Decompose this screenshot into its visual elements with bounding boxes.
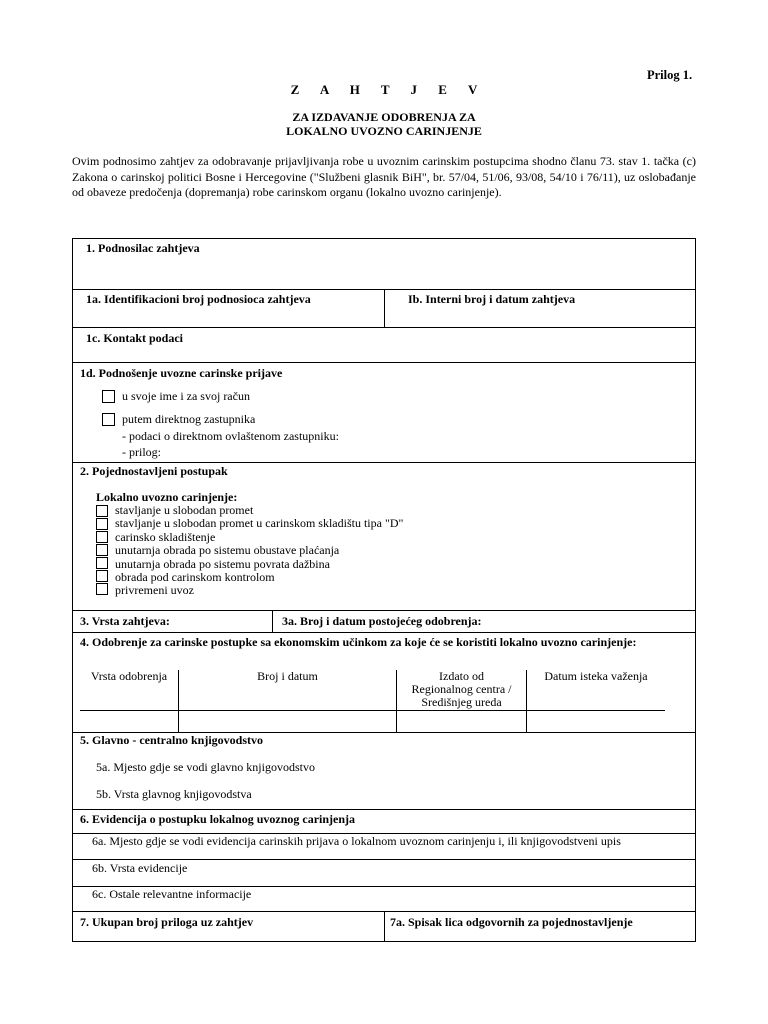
field-contact-input[interactable] [74,346,694,361]
other-info-label: 6c. Ostale relevantne informacije [92,887,252,901]
approval-type-cell[interactable] [81,711,177,731]
accounting-location-label: 5a. Mjesto gdje se vodi glavno knjigovodstvo [96,760,315,774]
field-applicant-label: 1. Podnosilac zahtjeva [86,241,200,255]
form-right-border [695,238,696,942]
issued-by-line-1: Izdato od [439,669,484,683]
approval-expiry-cell[interactable] [527,711,664,731]
row-line [72,327,696,328]
procedure-checkbox[interactable] [96,505,108,517]
page-reference: Prilog 1. [647,68,693,82]
field-applicant-input[interactable] [74,256,694,288]
field-id-number-input[interactable] [74,307,382,326]
own-name-option-label: u svoje ime i za svoj račun [122,389,250,403]
attachment-label: - prilog: [122,445,161,459]
issued-by-line-2: Regionalnog centra / [411,682,512,696]
responsible-persons-label: 7a. Spisak lica odgovornih za pojednostavljenje [390,915,633,929]
field-contact-label: 1c. Kontakt podaci [86,331,184,345]
existing-approval-label: 3a. Broj i datum postojećeg odobrenja: [282,614,482,628]
procedure-option-label: unutarnja obrada po sistemu obustave plaćanja [115,543,340,557]
field-id-number-label: 1a. Identifikacioni broj podnosioca zahtjeva [86,292,311,306]
procedure-checkbox[interactable] [96,531,108,543]
procedure-option-label: stavljanje u slobodan promet [115,503,254,517]
row-line [72,362,696,363]
procedure-option-label: carinsko skladištenje [115,530,216,544]
direct-representative-option-label: putem direktnog zastupnika [122,412,256,426]
direct-representative-checkbox[interactable] [102,413,115,426]
declaration-submission-label: 1d. Podnošenje uvozne carinske prijave [80,366,283,380]
procedure-checkbox[interactable] [96,518,108,530]
subtitle-line-1: ZA IZDAVANJE ODOBRENJA ZA [292,110,476,124]
accounting-type-label: 5b. Vrsta glavnog knjigovodstva [96,787,252,801]
procedure-checkbox[interactable] [96,557,108,569]
cell-divider [272,610,273,632]
records-label: 6. Evidencija o postupku lokalnog uvoznog carinjenja [80,812,356,826]
main-accounting-label: 5. Glavno - centralno knjigovodstvo [80,733,264,747]
row-line [72,238,696,239]
row-line [72,462,696,463]
own-name-checkbox[interactable] [102,390,115,403]
procedure-option-label: stavljanje u slobodan promet u carinskom skladištu tipa "D" [115,516,404,530]
representative-details-label: - podaci o direktnom ovlaštenom zastupniku: [122,429,339,443]
column-header-number-date: Broj i datum [257,669,318,683]
field-internal-number-input[interactable] [386,307,694,326]
records-type-label: 6b. Vrsta evidencije [92,861,188,875]
approval-issuer-cell[interactable] [397,711,525,731]
document-subtitle [0,110,768,138]
approval-number-cell[interactable] [179,711,395,731]
procedure-checkbox[interactable] [96,544,108,556]
form-left-border [72,238,73,942]
row-line [72,941,696,942]
procedure-option-label: unutarnja obrada po sistemu povrata dažbina [115,557,330,571]
request-type-label: 3. Vrsta zahtjeva: [80,614,170,628]
subtitle-line-2: LOKALNO UVOZNO CARINJENJE [286,124,482,138]
cell-divider [384,911,385,941]
row-line [72,809,696,810]
attachments-count-label: 7. Ukupan broj priloga uz zahtjev [80,915,254,929]
document-title: Z A H T J E V [290,82,487,97]
local-clearance-heading: Lokalno uvozno carinjenje: [96,490,238,504]
cell-divider [384,289,385,327]
records-location-label: 6a. Mjesto gdje se vodi evidencija carinskih prijava o lokalnom uvoznom carinjenju i, ili knjigovodstveni upis [92,834,621,848]
intro-paragraph: Ovim podnosimo zahtjev za odobravanje prijavljivanja robe u uvoznim carinskim postupcima shodno članu 73. stav 1. tačka (c) Zakona o carinskoj politici Bosne i Hercegovine ("Službeni glasnik BiH", br. 57/04, 51/06, 93/08, 54/10 i 76/11), uz oslobađanje od obaveze predočenja (dopremanja) robe carinskom organu (lokalno uvozno carinjenje). [72,154,696,199]
column-header-approval-type: Vrsta odobrenja [90,669,168,683]
procedure-checkbox[interactable] [96,583,108,595]
row-line [72,632,696,633]
procedure-checkbox[interactable] [96,570,108,582]
row-line [72,610,696,611]
procedure-option-label: privremeni uvoz [115,583,194,597]
issued-by-line-3: Središnjeg ureda [421,695,502,709]
field-internal-number-label: Ib. Interni broj i datum zahtjeva [408,292,576,306]
column-header-issued-by [397,670,526,709]
row-line [72,859,696,860]
approvals-label: 4. Odobrenje za carinske postupke sa ekonomskim učinkom za koje će se koristiti lokalno uvozno carinjenje: [80,635,637,649]
procedure-option-label: obrada pod carinskom kontrolom [115,570,275,584]
simplified-procedure-label: 2. Pojednostavljeni postupak [80,464,228,478]
column-header-expiry-date: Datum isteka važenja [544,669,648,683]
